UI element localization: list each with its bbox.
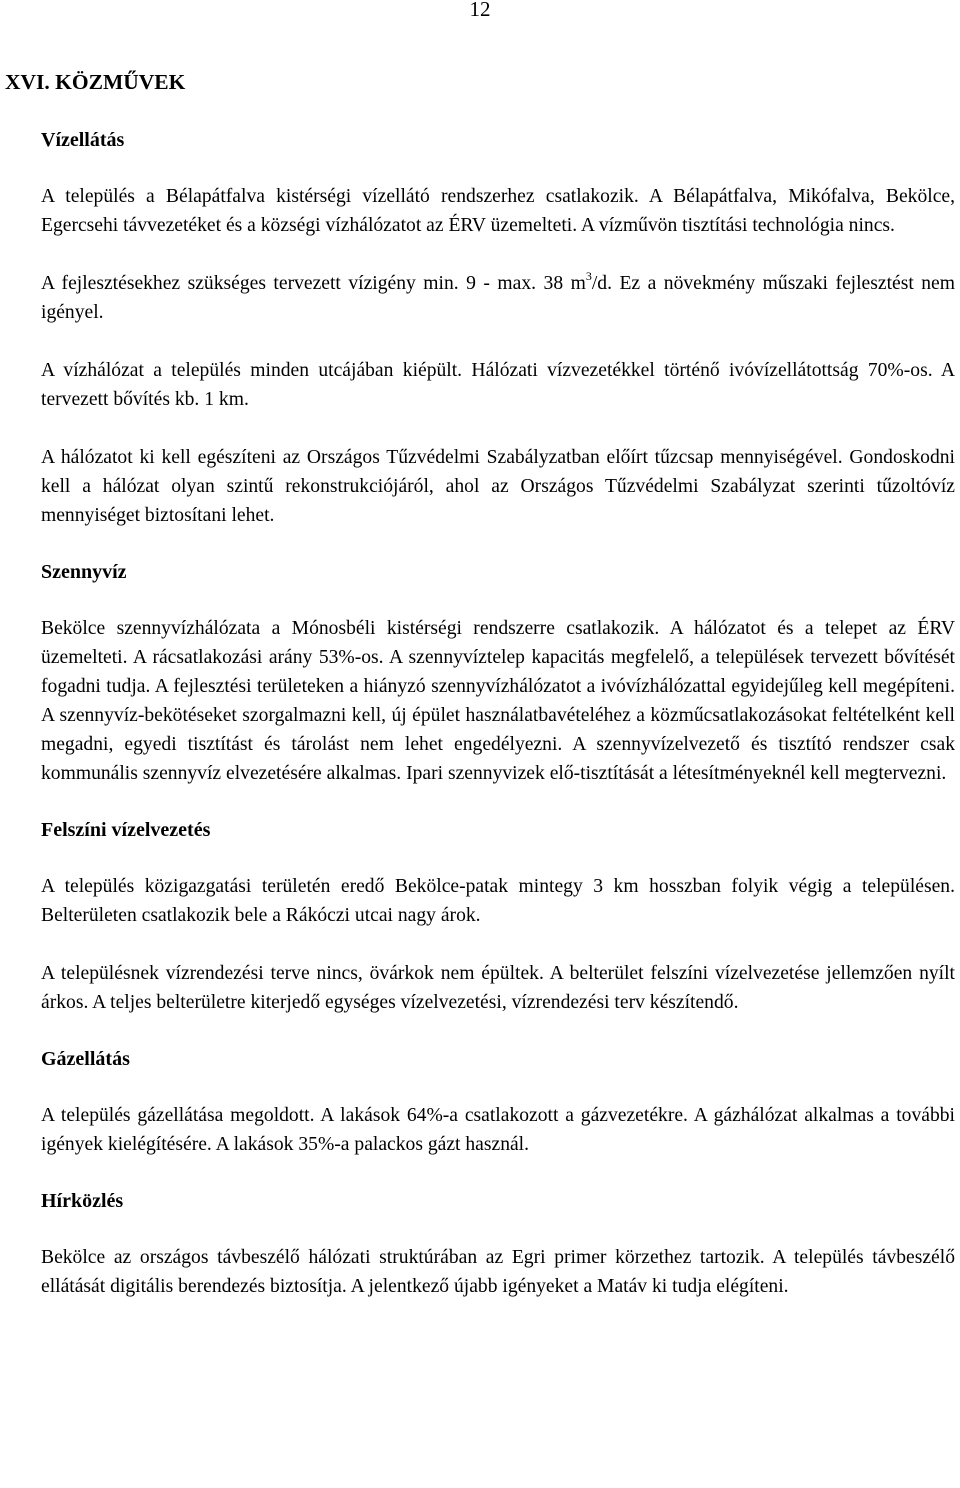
page-number: 12	[469, 0, 491, 21]
section-heading: Gázellátás	[41, 1048, 130, 1070]
document-body	[41, 127, 955, 1330]
section-gazellatas	[41, 1046, 955, 1159]
paragraph-text: /d. Ez a növekmény műszaki fejlesztést nem igényel.	[41, 273, 955, 323]
paragraph: Bekölce szennyvízhálózata a Mónosbéli kistérségi rendszerre csatlakozik. A hálózatot és a telepet az ÉRV üzemelteti. A rácsatlakozási arány 53%-os. A szennyvíztelep kapacitás megfelelő, a települések tervezett bővítését fogadni tudja. A fejlesztési területeken a hiányzó szennyvízhálózatot a ivóvízhálózattal egyidejűleg kell megépíteni. A szennyvíz-bekötéseket szorgalmazni kell, új épület használatbavételéhez a közműcsatlakozásokat feltételként kell megadni, egyedi tisztítást és tárolást nem lehet engedélyezni. A szennyvízelvezető és tisztító rendszer csak kommunális szennyvíz elvezetésére alkalmas. Ipari szennyvizek elő-tisztítását a létesítményeknél kell megtervezni.	[41, 618, 955, 784]
section-heading: Szennyvíz	[41, 561, 127, 583]
section-felszini-vizelvezetes	[41, 817, 955, 1017]
section-vizellatas	[41, 127, 955, 530]
superscript: 3	[585, 269, 592, 284]
section-hirkozles	[41, 1188, 955, 1301]
section-heading: Felszíni vízelvezetés	[41, 819, 211, 841]
chapter-title: XVI. KÖZMŰVEK	[5, 70, 186, 94]
paragraph: A hálózatot ki kell egészíteni az Országos Tűzvédelmi Szabályzatban előírt tűzcsap mennyiségével. Gondoskodni kell a hálózat olyan szintű rekonstrukciójáról, ahol az Országos Tűzvédelmi Szabályzat szerinti tűzoltóvíz mennyiséget biztosítani lehet.	[41, 447, 955, 526]
paragraph: Bekölce az országos távbeszélő hálózati struktúrában az Egri primer körzethez tartozik. A település távbeszélő ellátását digitális berendezés biztosítja. A jelentkező újabb igényeket a Matáv ki tudja elégíteni.	[41, 1247, 955, 1297]
section-heading: Vízellátás	[41, 129, 125, 151]
paragraph: A település közigazgatási területén eredő Bekölce-patak mintegy 3 km hosszban folyik végig a településen. Belterületen csatlakozik bele a Rákóczi utcai nagy árok.	[41, 876, 955, 926]
paragraph	[41, 269, 955, 327]
paragraph: A település a Bélapátfalva kistérségi vízellátó rendszerhez csatlakozik. A Bélapátfalva, Mikófalva, Bekölce, Egercsehi távvezetéket és a községi vízhálózatot az ÉRV üzemelteti. A vízművön tisztítási technológia nincs.	[41, 186, 955, 236]
paragraph: A település gázellátása megoldott. A lakások 64%-a csatlakozott a gázvezetékre. A gázhálózat alkalmas a további igények kielégítésére. A lakások 35%-a palackos gázt használ.	[41, 1105, 955, 1155]
section-heading: Hírközlés	[41, 1190, 124, 1212]
section-szennyviz	[41, 559, 955, 788]
paragraph: A vízhálózat a település minden utcájában kiépült. Hálózati vízvezetékkel történő ivóvízellátottság 70%-os. A tervezett bővítés kb. 1 km.	[41, 360, 955, 410]
paragraph: A településnek vízrendezési terve nincs, övárkok nem épültek. A belterület felszíni vízelvezetése jellemzően nyílt árkos. A teljes belterületre kiterjedő egységes vízelvezetési, vízrendezési terv készítendő.	[41, 963, 955, 1013]
paragraph-text: A fejlesztésekhez szükséges tervezett vízigény min. 9 - max. 38 m	[41, 273, 586, 294]
